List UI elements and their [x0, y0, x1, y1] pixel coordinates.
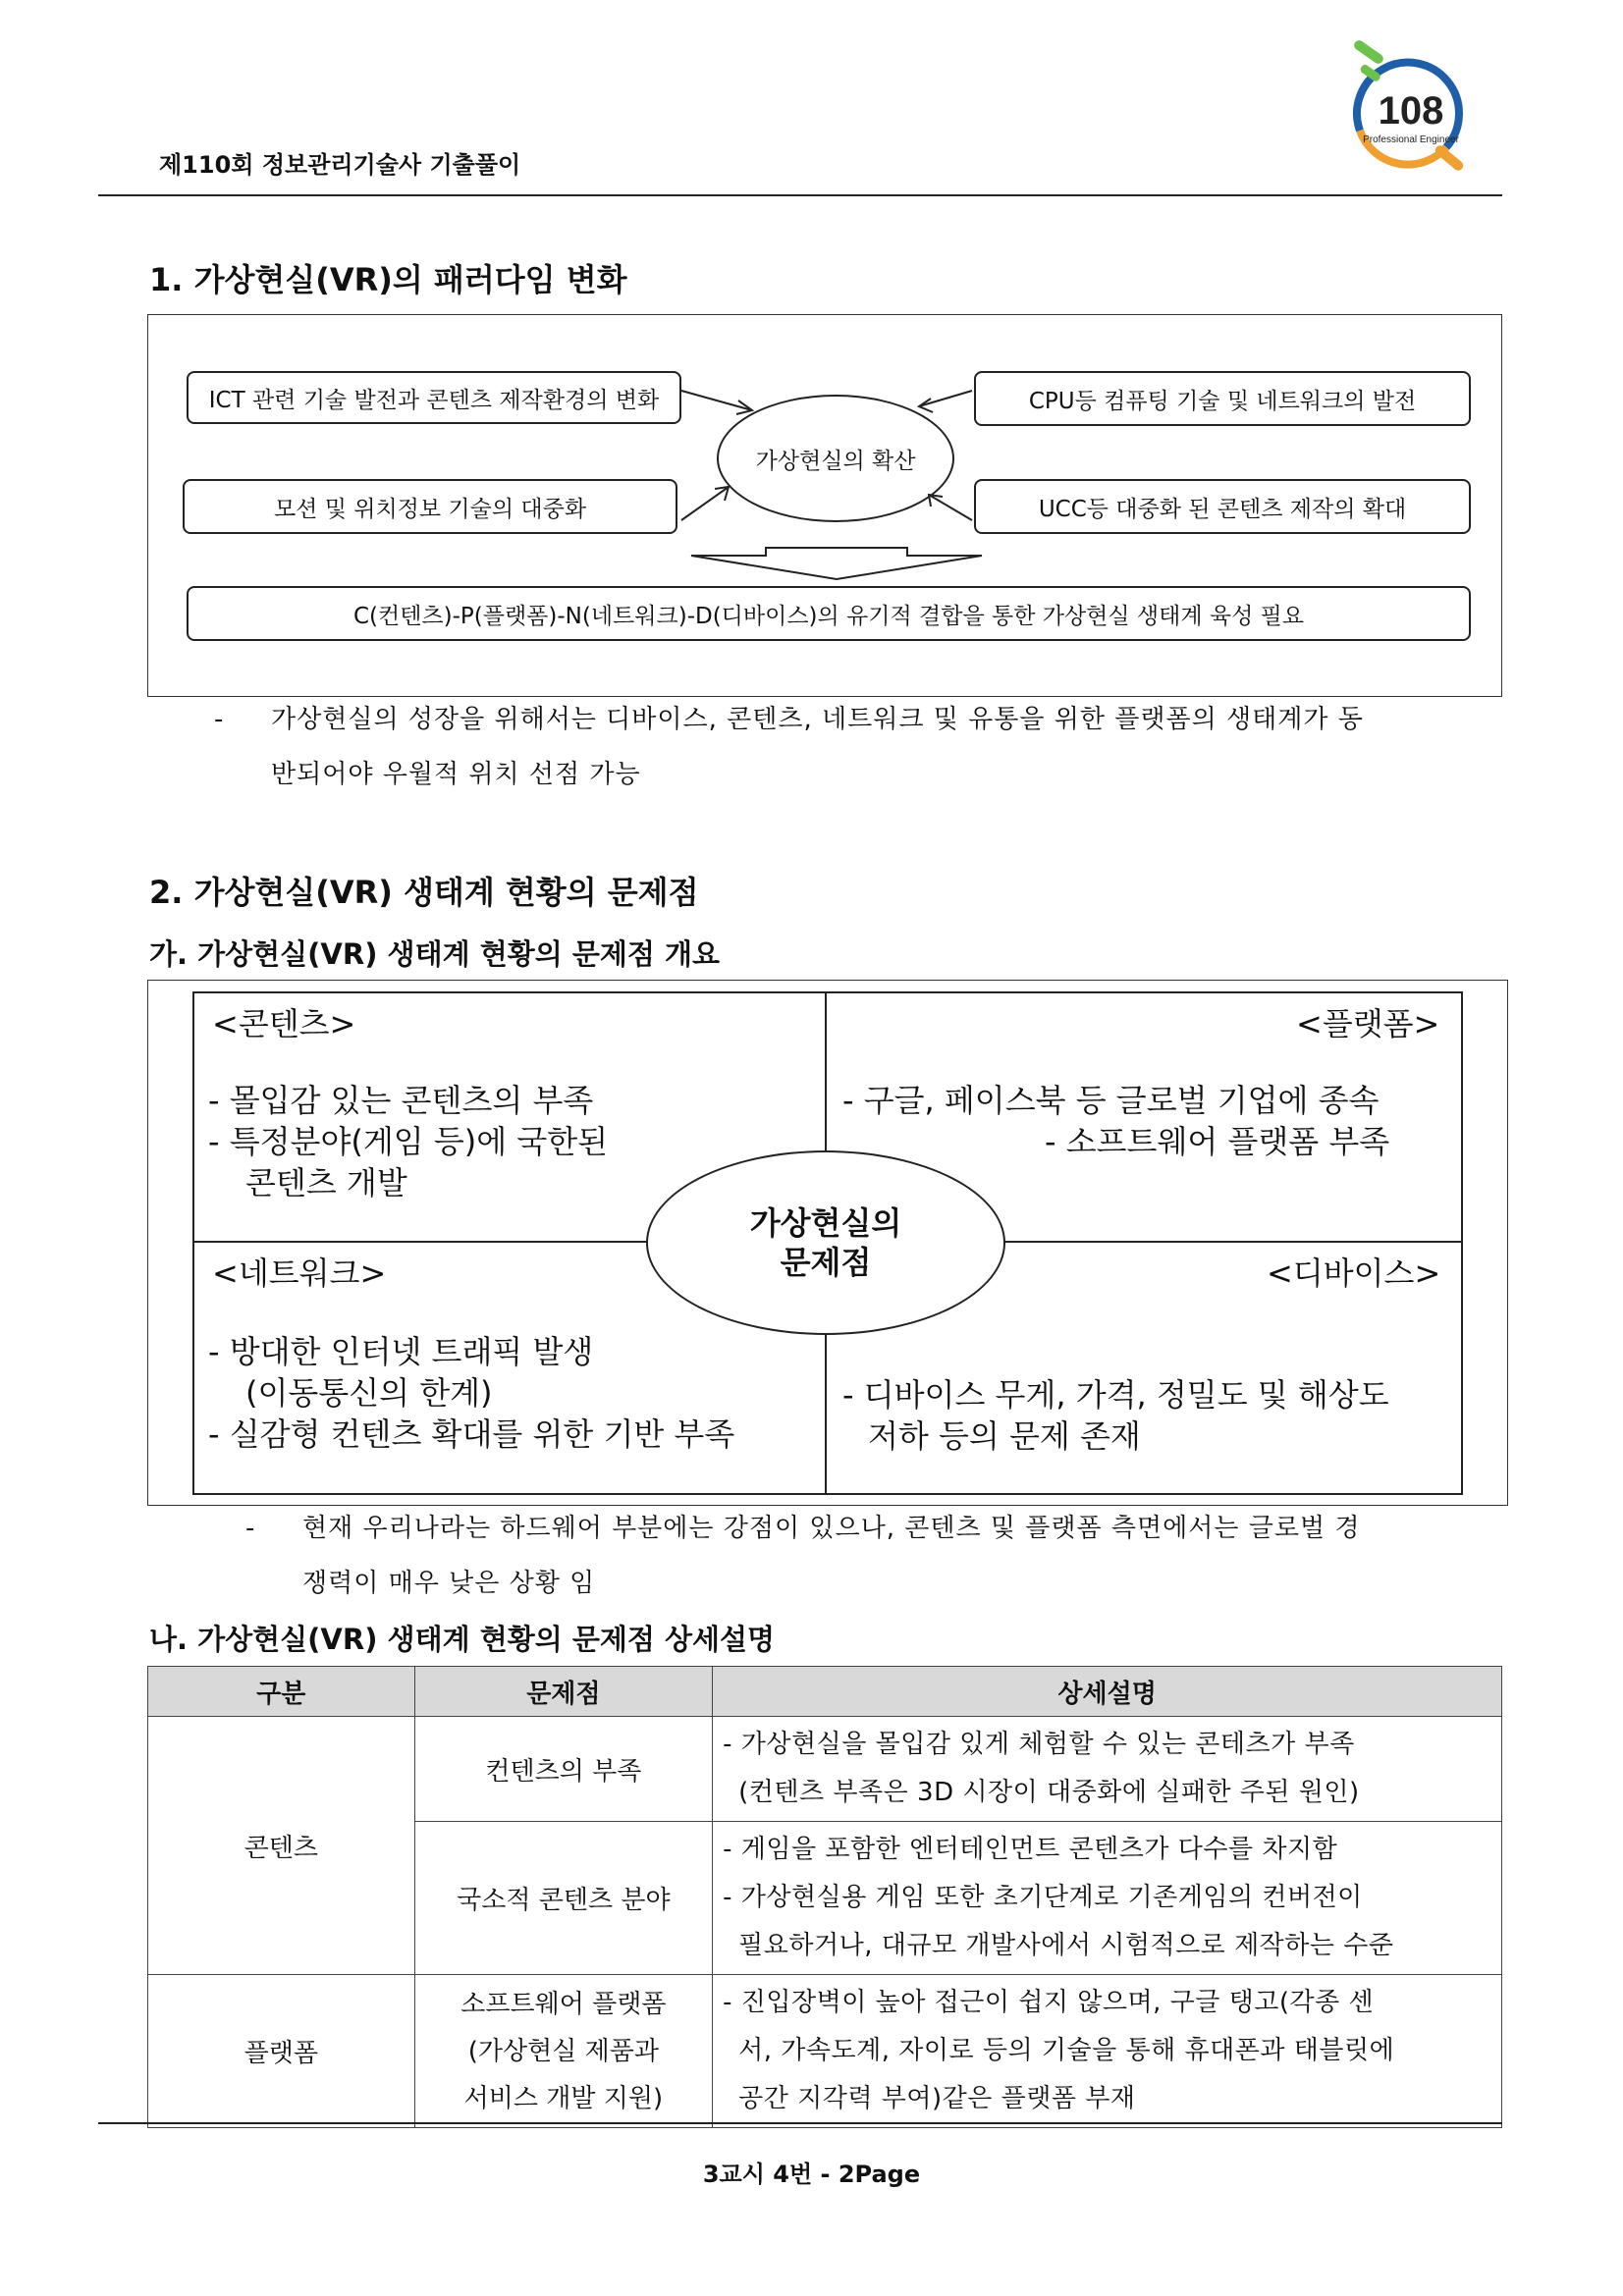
- section2b-heading: 나. 가상현실(VR) 생태계 현황의 문제점 상세설명: [149, 1623, 776, 1656]
- desc-line: - 가상현실용 게임 또한 초기단계로 기존게임의 컨버전이: [723, 1883, 1363, 1912]
- logo-mark-icon: [1330, 37, 1488, 185]
- diagram-box-result: C(컨텐츠)-P(플랫폼)-N(네트워크)-D(디바이스)의 유기적 결합을 통한 가상현실 생태계 육성 필요: [187, 586, 1471, 641]
- quadrant-network-line: (이동통신의 한계): [245, 1374, 493, 1412]
- quadrant-contents-line: 콘텐츠 개발: [245, 1164, 407, 1201]
- desc-line: 서, 가속도계, 자이로 등의 기술을 통해 휴대폰과 태블릿에: [738, 2036, 1395, 2065]
- problem-center-ellipse: [646, 1150, 1005, 1335]
- desc-line: - 게임을 포함한 엔터테인먼트 콘텐츠가 다수를 차지함: [723, 1835, 1338, 1864]
- diagram-box-ict: ICT 관련 기술 발전과 콘텐츠 제작환경의 변화: [187, 371, 681, 424]
- table-desc-cell: [713, 1975, 1502, 2128]
- desc-line: (컨텐츠 부족은 3D 시장이 대중화에 실패한 주된 원인): [738, 1778, 1360, 1807]
- quadrant-contents-line: - 특정분야(게임 등)에 국한된: [208, 1123, 609, 1160]
- footer-divider: [98, 2122, 1502, 2124]
- diagram-box-cpu: CPU등 컴퓨팅 기술 및 네트워크의 발전: [974, 371, 1471, 426]
- center-label-line: 가상현실의: [749, 1204, 902, 1242]
- table-row: [148, 1975, 1502, 2128]
- desc-line: - 가상현실을 몰입감 있게 체험할 수 있는 콘테츠가 부족: [723, 1730, 1355, 1759]
- problem-line: 서비스 개발 지원): [463, 2083, 664, 2113]
- header-divider: [98, 194, 1502, 196]
- table-category-cell: 플랫폼: [148, 1975, 415, 2128]
- problem-detail-table: [147, 1666, 1502, 2128]
- logo: [1330, 37, 1488, 185]
- quadrant-contents-line: - 몰입감 있는 콘텐츠의 부족: [208, 1082, 594, 1119]
- table-header-cell: 문제점: [414, 1667, 713, 1717]
- table-problem-cell: 국소적 콘텐츠 분야: [414, 1822, 713, 1975]
- table-problem-cell: [414, 1975, 713, 2128]
- table-row: [148, 1717, 1502, 1822]
- page-number: 3교시 4번 - 2Page: [702, 2161, 921, 2188]
- section1-bullet-line1: 가상현실의 성장을 위해서는 디바이스, 콘텐츠, 네트워크 및 유통을 위한 플랫폼의 생태계가 동: [271, 705, 1364, 734]
- quadrant-device-line: 저하 등의 문제 존재: [868, 1417, 1141, 1455]
- section2a-heading: 가. 가상현실(VR) 생태계 현황의 문제점 개요: [149, 937, 721, 971]
- quadrant-network-line: - 실감형 컨텐츠 확대를 위한 기반 부족: [208, 1415, 735, 1453]
- table-problem-cell: 컨텐츠의 부족: [414, 1717, 713, 1822]
- section1-heading: 1. 가상현실(VR)의 패러다임 변화: [149, 261, 627, 298]
- problem-line: (가상현실 제품과: [467, 2036, 659, 2066]
- bullet-dash: -: [214, 705, 225, 734]
- problem-line: 소프트웨어 플랫폼: [460, 1989, 667, 2019]
- center-label-line: 문제점: [780, 1244, 872, 1281]
- section2a-bullet-line1: 현재 우리나라는 하드웨어 부분에는 강점이 있으나, 콘텐츠 및 플랫폼 측면에서는 글로벌 경: [302, 1514, 1361, 1543]
- diagram-box-motion: 모션 및 위치정보 기술의 대중화: [183, 479, 677, 534]
- table-header-cell: 상세설명: [713, 1667, 1502, 1717]
- quadrant-platform-title: <플랫폼>: [1296, 1005, 1440, 1042]
- diagram-arrows-icon: [677, 373, 992, 550]
- quadrant-platform-line: - 구글, 페이스북 등 글로벌 기업에 종속: [842, 1082, 1380, 1119]
- table-desc-cell: [713, 1822, 1502, 1975]
- desc-line: 공간 지각력 부여)같은 플랫폼 부재: [738, 2084, 1136, 2113]
- svg-text:108: 108: [1378, 89, 1444, 133]
- bullet-dash: -: [245, 1514, 256, 1543]
- diagram-center-ellipse: 가상현실의 확산: [717, 395, 954, 522]
- svg-text:Professional Engineer: Professional Engineer: [1363, 134, 1459, 145]
- quadrant-device-title: <디바이스>: [1267, 1255, 1441, 1292]
- quadrant-platform-line: - 소프트웨어 플랫폼 부족: [1045, 1123, 1390, 1160]
- quadrant-contents-title: <콘텐츠>: [212, 1005, 356, 1042]
- section1-bullet-line2: 반되어야 우월적 위치 선점 가능: [271, 760, 641, 789]
- table-header-row: [148, 1667, 1502, 1717]
- section2-heading: 2. 가상현실(VR) 생태계 현황의 문제점: [149, 874, 699, 911]
- table-category-cell: 콘텐츠: [148, 1717, 415, 1975]
- desc-line: 필요하거나, 대규모 개발사에서 시험적으로 제작하는 수준: [738, 1931, 1394, 1960]
- down-arrow-icon: [687, 546, 986, 581]
- document-header-title: 제110회 정보관리기술사 기출풀이: [159, 151, 521, 179]
- diagram-box-ucc: UCC등 대중화 된 콘텐츠 제작의 확대: [974, 479, 1471, 534]
- quadrant-network-title: <네트워크>: [212, 1255, 387, 1292]
- table-desc-cell: [713, 1717, 1502, 1822]
- desc-line: - 진입장벽이 높아 접근이 쉽지 않으며, 구글 탱고(각종 센: [723, 1988, 1375, 2017]
- quadrant-device-line: - 디바이스 무게, 가격, 정밀도 및 해상도: [842, 1376, 1389, 1414]
- section2a-bullet-line2: 쟁력이 매우 낮은 상황 임: [302, 1569, 596, 1598]
- quadrant-network-line: - 방대한 인터넷 트래픽 발생: [208, 1333, 594, 1370]
- table-header-cell: 구분: [148, 1667, 415, 1717]
